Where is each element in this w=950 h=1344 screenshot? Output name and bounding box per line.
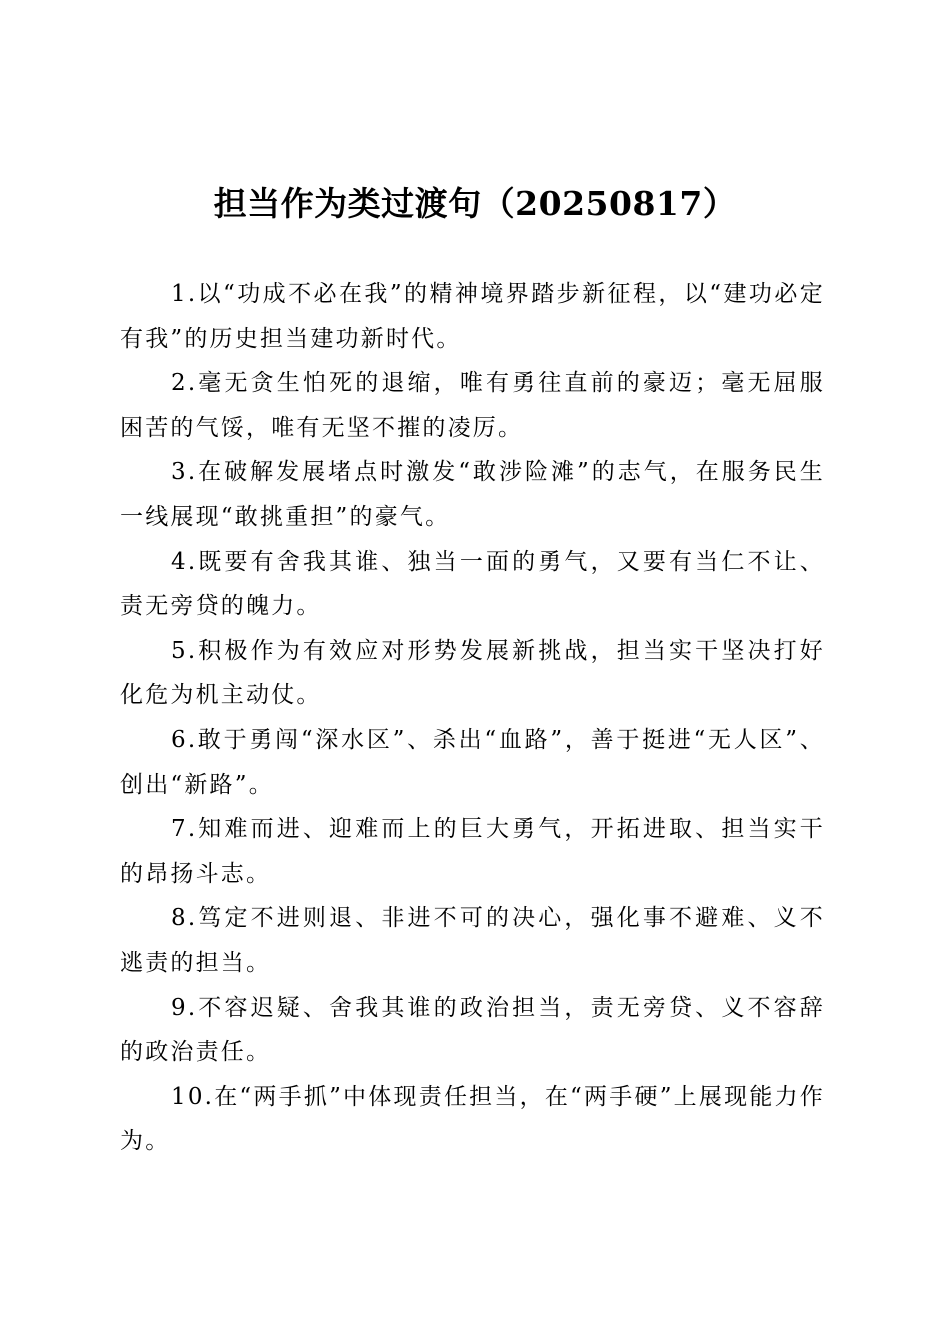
sentence-item: 7.知难而进、迎难而上的巨大勇气，开拓进取、担当实干的昂扬斗志。 <box>120 816 825 887</box>
sentence-item: 4.既要有舍我其谁、独当一面的勇气，又要有当仁不让、责无旁贷的魄力。 <box>120 548 825 620</box>
sentence-item: 3.在破解发展堵点时激发“敢涉险滩”的志气，在服务民生一线展现“敢挑重担”的豪气。 <box>120 459 825 530</box>
sentence-item: 6.敢于勇闯“深水区”、杀出“血路”，善于挺进“无人区”、创出“新路”。 <box>120 726 825 798</box>
sentence-item: 5.积极作为有效应对形势发展新挑战，担当实干坚决打好化危为机主动仗。 <box>120 637 825 709</box>
sentence-item: 10.在“两手抓”中体现责任担当，在“两手硬”上展现能力作为。 <box>120 1083 825 1155</box>
sentence-item: 8.笃定不进则退、非进不可的决心，强化事不避难、义不逃责的担当。 <box>120 905 825 976</box>
sentence-item: 1.以“功成不必在我”的精神境界踏步新征程，以“建功必定有我”的历史担当建功新时代。 <box>120 281 825 352</box>
sentence-list <box>120 272 825 1164</box>
document-title: 担当作为类过渡句（20250817） <box>213 184 737 223</box>
sentence-item: 2.毫无贪生怕死的退缩，唯有勇往直前的豪迈；毫无屈服困苦的气馁，唯有无坚不摧的凌厉。 <box>120 370 825 441</box>
sentence-item: 9.不容迟疑、舍我其谁的政治担当，责无旁贷、义不容辞的政治责任。 <box>120 994 825 1066</box>
